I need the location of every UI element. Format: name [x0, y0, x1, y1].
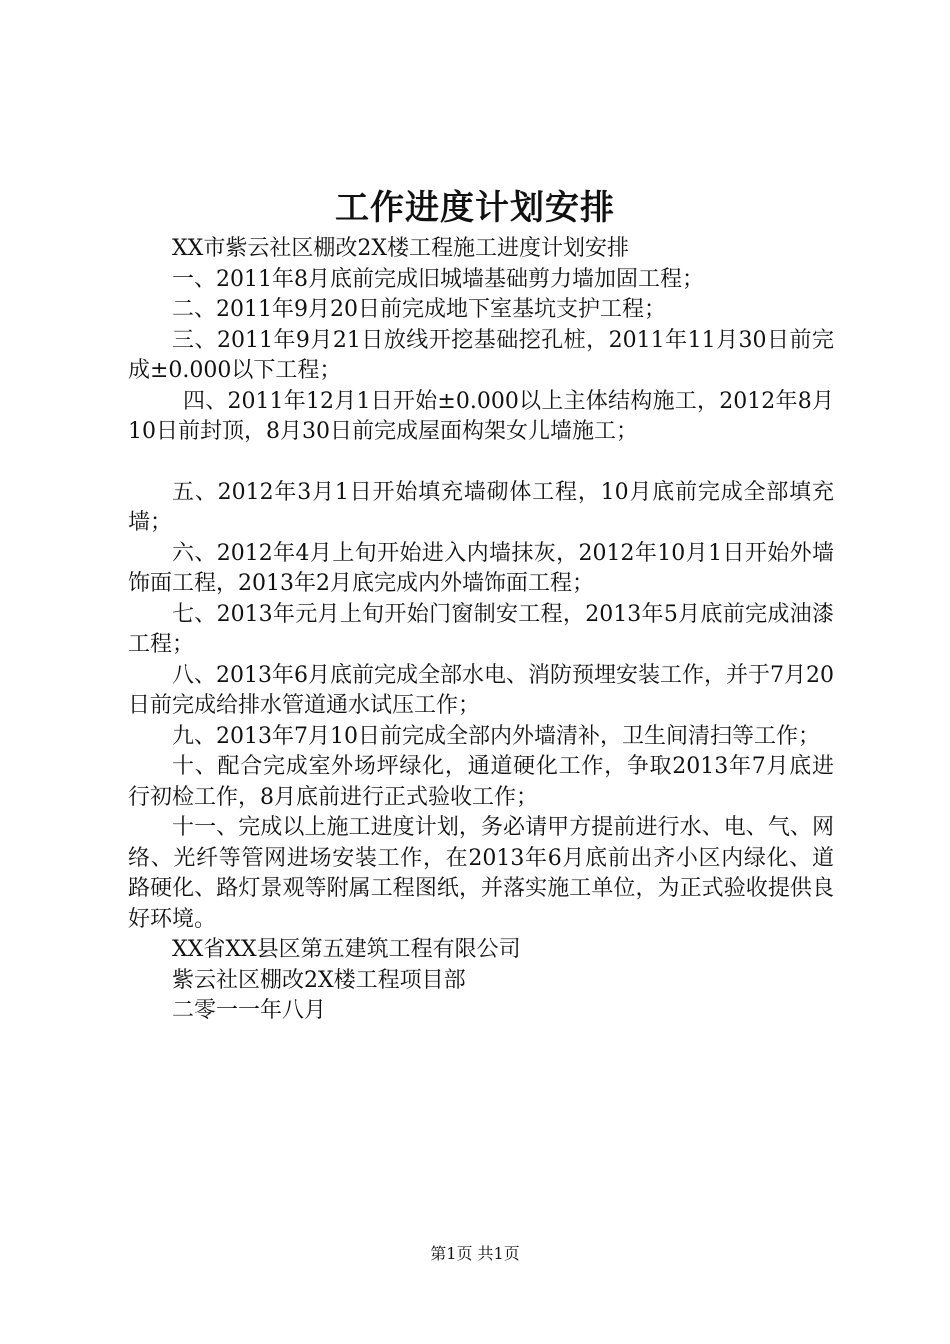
schedule-item-5: 五、2012年3月1日开始填充墙砌体工程，10月底前完成全部填充墙；: [128, 479, 834, 535]
schedule-item-7: 七、2013年元月上旬开始门窗制安工程，2013年5月底前完成油漆工程；: [128, 601, 834, 657]
schedule-item-1: 一、2011年8月底前完成旧城墙基础剪力墙加固工程；: [172, 266, 704, 292]
schedule-item-11: 十一、完成以上施工进度计划，务必请甲方提前进行水、电、气、网络、光纤等管网进场安装工作，在2013年6月底前出齐小区内绿化、道路硬化、路灯景观等附属工程图纸，并落实施工单位，为正式验收提供良好环境。: [128, 815, 834, 932]
schedule-item-8: 八、2013年6月底前完成全部水电、消防预埋安装工作，并于7月20日前完成给排水管道通水试压工作；: [128, 662, 834, 718]
document-title: 工作进度计划安排: [335, 188, 615, 228]
schedule-item-10: 十、配合完成室外场坪绿化，通道硬化工作，争取2013年7月底进行初检工作，8月底前进行正式验收工作；: [128, 754, 834, 810]
signature-department: 紫云社区棚改2X楼工程项目部: [172, 967, 466, 993]
schedule-item-9: 九、2013年7月10日前完成全部内外墙清补，卫生间清扫等工作；: [172, 723, 820, 749]
schedule-item-4: 四、2011年12月1日开始±0.000以上主体结构施工，2012年8月10日前封顶，8月30日前完成屋面构架女儿墙施工；: [128, 388, 834, 444]
schedule-item-3: 三、2011年9月21日放线开挖基础挖孔桩，2011年11月30日前完成±0.000以下工程；: [128, 327, 834, 383]
signature-company: XX省XX县区第五建筑工程有限公司: [172, 937, 521, 962]
document-subtitle: XX市紫云社区棚改2X楼工程施工进度计划安排: [172, 236, 629, 261]
document-body: [128, 234, 834, 1027]
signature-date: 二零一一年八月: [172, 998, 327, 1023]
page-number-footer: 第1页 共1页: [430, 1244, 520, 1263]
schedule-item-6: 六、2012年4月上旬开始进入内墙抹灰，2012年10月1日开始外墙饰面工程，2013年2月底完成内外墙饰面工程；: [128, 540, 834, 596]
schedule-item-2: 二、2011年9月20日前完成地下室基坑支护工程；: [172, 297, 666, 322]
